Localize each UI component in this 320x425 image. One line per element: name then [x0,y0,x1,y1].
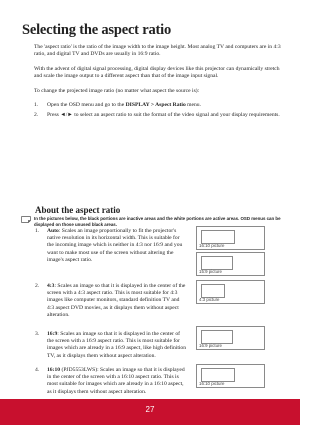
note-icon [21,216,31,223]
aspect-figure [196,252,265,276]
page-number: 27 [145,405,155,414]
figure-caption: 16:10 picture [199,243,225,248]
item-number: 1. [35,228,40,234]
figure-caption: 4:3 picture [199,297,220,302]
aspect-figure [196,326,265,350]
item-number: 3. [35,331,40,337]
aspect-figure [196,226,265,250]
item-number: 2. [35,283,40,289]
figure-caption: 15:9 picture [199,269,222,274]
intro-paragraph-1: The 'aspect ratio' is the ratio of the image width to the image height. Most analog TV and computers are in 4:3 ratio, and digital TV and DVDs are usually in 16:9 ratio. [34,44,281,58]
aspect-figure [196,280,265,304]
picture-area [201,368,235,382]
figure-caption: 16:10 picture [199,381,225,386]
aspect-figure [196,364,265,388]
step-text: Press ◄/► to select an aspect ratio to suit the format of the video signal and your display requirements. [47,112,280,118]
intro-paragraph-3: To change the projected image ratio (no matter what aspect the source is): [34,88,200,94]
section-title: About the aspect ratio [35,205,121,215]
figure-caption: 16:9 picture [199,343,222,348]
step-number: 1. [34,102,39,108]
intro-paragraph-2: With the advent of digital signal processing, digital display devices like this projector can dynamically stretch and scale the image output to a different aspect than that of the image input signal. [34,66,280,80]
picture-area [201,284,225,298]
picture-area [201,256,233,270]
picture-area [201,330,233,344]
item-number: 4. [35,367,40,373]
picture-area [201,230,235,244]
step-number: 2. [34,112,39,118]
note-text: In the pictures below, the black portions are inactive areas and the white portions are active areas. OSD menus can be displayed on those unused black areas. [34,216,281,227]
item-text: 4:3: Scales an image so that it is displayed in the center of the screen with a 4:3 aspect ratio. This is most suitable for 4:3 images like computer monitors, standard definition TV and 4:3 aspect DVD movies, as it displays them without aspect alteration. [47,283,186,318]
page-title: Selecting the aspect ratio [22,22,172,38]
item-text: 16:10 (PJD5553LWS): Scales an image so that it is displayed in the center of the screen with a 16:10 aspect ratio. This is most suitable for images which are already in a 16:10 aspect, as it displays them without aspect alteration. [47,367,185,395]
step-text: Open the OSD menu and go to the DISPLAY > Aspect Ratio menu. [47,102,201,108]
item-text: 16:9: Scales an image so that it is displayed in the center of the screen with a 16:9 aspect ratio. This is most suitable for images which are already in a 16:9 aspect, like high definition TV, as it displays them without aspect alteration. [47,331,187,359]
item-text: Auto: Scales an image proportionally to fit the projector's native resolution in its horizontal width. This is suitable for the incoming image which is neither in 4:3 nor 16:9 and you want to make most use of the screen without altering the image's aspect ratio. [47,228,183,263]
